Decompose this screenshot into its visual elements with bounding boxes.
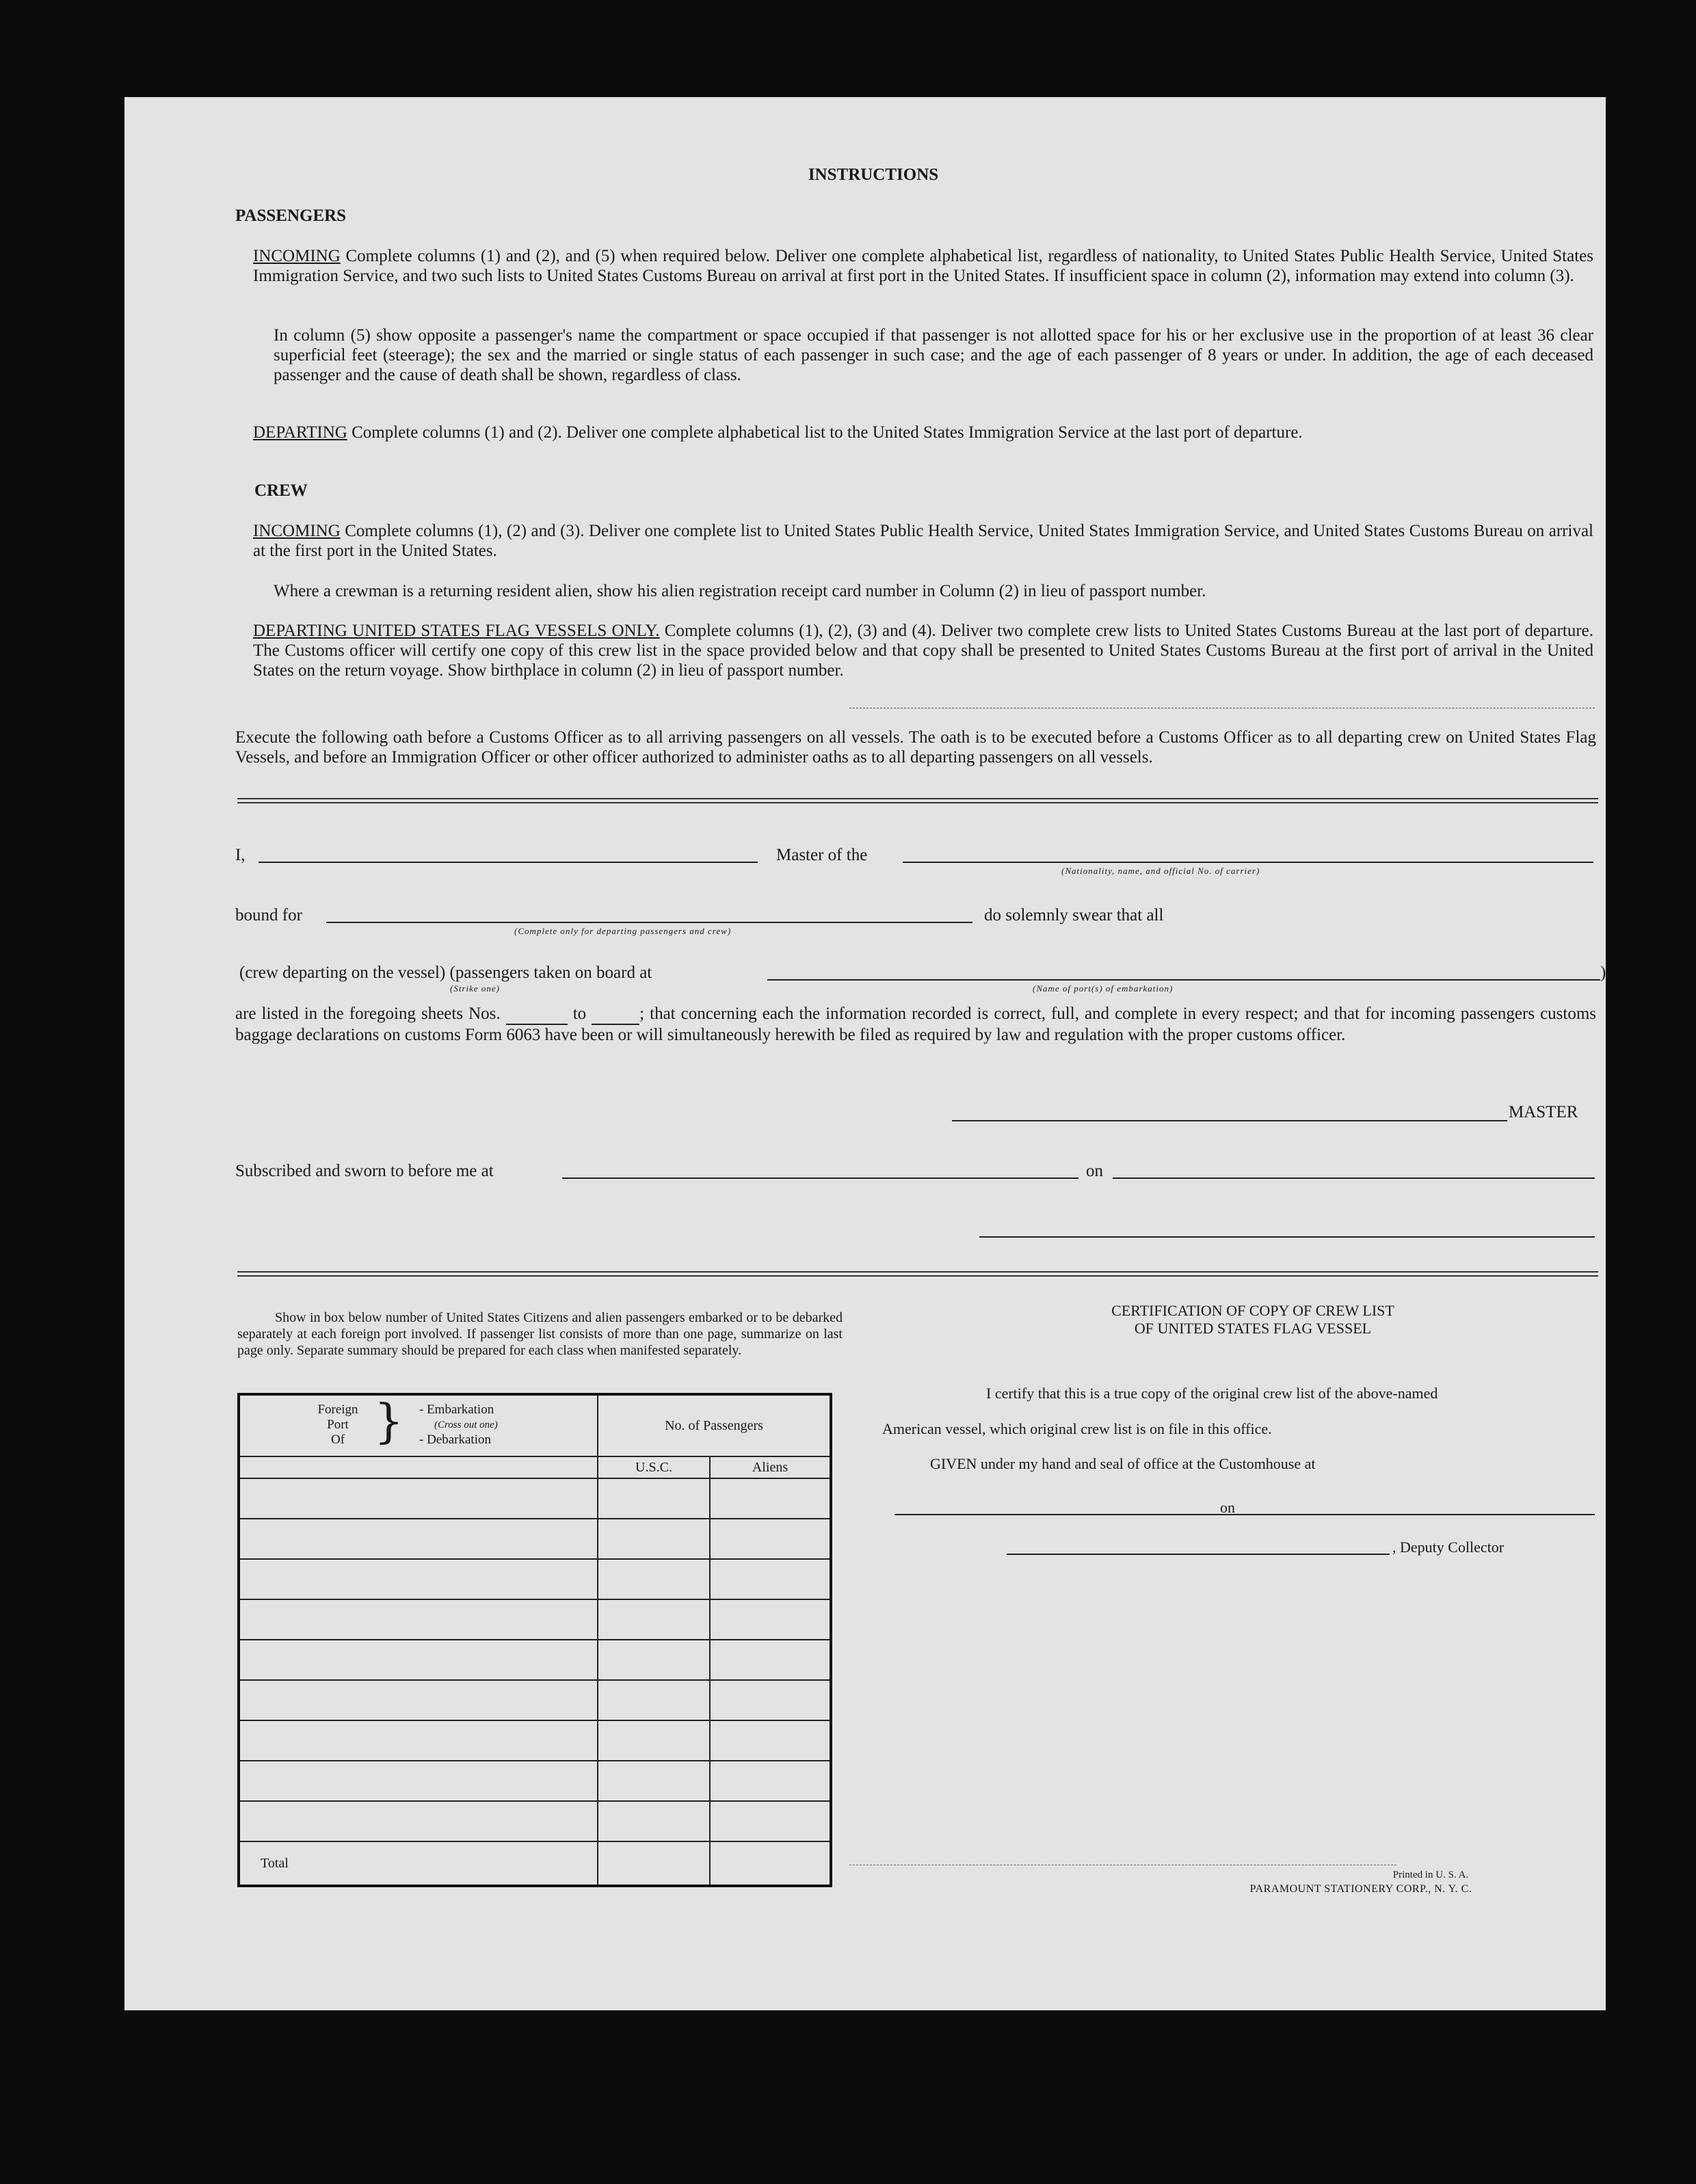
double-rule bbox=[237, 798, 1598, 803]
double-rule-2 bbox=[237, 1271, 1598, 1277]
cert-on-label: on bbox=[1220, 1499, 1235, 1516]
ports-field[interactable] bbox=[767, 979, 1600, 981]
deputy-collector-label: , Deputy Collector bbox=[1392, 1539, 1505, 1556]
aliens-cell[interactable] bbox=[710, 1801, 831, 1841]
crew-incoming bbox=[253, 521, 1593, 561]
certify-line2: American vessel, which original crew list is on file in this office. bbox=[882, 1420, 1272, 1437]
usc-cell[interactable] bbox=[598, 1720, 710, 1761]
brace-glyph: } bbox=[374, 1395, 404, 1449]
deputy-signature-field[interactable] bbox=[1007, 1554, 1390, 1555]
subscribed-on-label: on bbox=[1086, 1162, 1103, 1180]
cert-date-field[interactable] bbox=[1246, 1514, 1595, 1515]
passengers-departing bbox=[253, 423, 1593, 442]
of-word: Of bbox=[330, 1433, 345, 1447]
aliens-cell[interactable] bbox=[710, 1640, 831, 1680]
usc-cell[interactable] bbox=[598, 1559, 710, 1599]
foreign-port-header bbox=[239, 1394, 598, 1456]
certification-title bbox=[1013, 1302, 1492, 1337]
master-of-label: Master of the bbox=[776, 846, 868, 864]
crew-heading: CREW bbox=[254, 481, 308, 500]
port-subheader-cell bbox=[239, 1456, 598, 1478]
sheet-from-field[interactable] bbox=[506, 1004, 568, 1025]
usc-total-cell[interactable] bbox=[598, 1841, 710, 1886]
master-signature-field[interactable] bbox=[952, 1120, 1507, 1121]
form-sheet bbox=[124, 97, 1606, 2010]
given-line: GIVEN under my hand and seal of office at the Customhouse at bbox=[930, 1455, 1316, 1472]
subscribed-place-field[interactable] bbox=[562, 1177, 1078, 1179]
aliens-cell[interactable] bbox=[710, 1519, 831, 1559]
swear-label: do solemnly swear that all bbox=[984, 906, 1164, 924]
resident-alien-note: Where a crewman is a returning resident alien, show his alien registration receipt card number in Column (2) in lieu of passport number. bbox=[274, 582, 1206, 600]
oath-intro: Execute the following oath before a Customs Officer as to all arriving passengers on all vessels. The oath is to be executed before a Customs Officer as to all departing crew on United States Flag Vessels, and before an Immigration Officer or other officer authorized to administer oaths as to all departing passengers on all vessels. bbox=[235, 728, 1596, 767]
usc-cell[interactable] bbox=[598, 1599, 710, 1640]
subscribed-label: Subscribed and sworn to before me at bbox=[235, 1162, 494, 1180]
listed-to: to bbox=[572, 1004, 587, 1023]
aliens-cell[interactable] bbox=[710, 1478, 831, 1519]
aliens-cell[interactable] bbox=[710, 1720, 831, 1761]
table-row bbox=[239, 1478, 831, 1519]
port-cell[interactable] bbox=[239, 1720, 598, 1761]
carrier-caption: (Nationality, name, and official No. of carrier) bbox=[1061, 866, 1260, 876]
master-label: MASTER bbox=[1509, 1103, 1578, 1121]
column5-instructions: In column (5) show opposite a passenger's name the compartment or space occupied if that passenger is not allotted space for his or her exclusive use in the proportion of at least 36 clear superficial feet (steerage); the sex and the married or single status of each passenger in such case; and the age of each passenger of 8 years or under. In addition, the age of each deceased passenger and the cause of death shall be shown, regardless of class. bbox=[274, 326, 1593, 384]
table-row bbox=[239, 1599, 831, 1640]
port-cell[interactable] bbox=[239, 1559, 598, 1599]
officer-signature-field[interactable] bbox=[979, 1236, 1595, 1238]
aliens-cell[interactable] bbox=[710, 1680, 831, 1720]
port-cell[interactable] bbox=[239, 1801, 598, 1841]
close-paren: ) bbox=[1600, 963, 1606, 982]
strike-caption: (Strike one) bbox=[450, 983, 501, 994]
bound-for-field[interactable] bbox=[326, 922, 972, 923]
table-row bbox=[239, 1761, 831, 1801]
usc-cell[interactable] bbox=[598, 1478, 710, 1519]
summary-instructions: Show in box below number of United States Citizens and alien passengers embarked or to be debarked separately at each foreign port involved. If passenger list consists of more than one page, summarize on last page only. Separate summary should be prepared for each class when manifested separately. bbox=[237, 1310, 843, 1358]
aliens-cell[interactable] bbox=[710, 1599, 831, 1640]
listed-b: ; that concerning each the information recorded is correct, full, and complete in every respect; and that for incoming passengers customs baggage declarations on customs Form 6063 have been or will simultaneously herewith be filed as required by law and regulation with the proper customs officer. bbox=[235, 1004, 1597, 1044]
crew-incoming-label: INCOMING bbox=[253, 522, 341, 540]
carrier-field[interactable] bbox=[903, 862, 1593, 863]
passengers-heading: PASSENGERS bbox=[235, 207, 347, 225]
port-cell[interactable] bbox=[239, 1478, 598, 1519]
listed-a: are listed in the foregoing sheets Nos. bbox=[235, 1004, 501, 1023]
passengers-incoming bbox=[253, 246, 1593, 286]
oath-body bbox=[235, 1004, 1596, 1045]
subscribed-date-field[interactable] bbox=[1113, 1177, 1595, 1179]
table-row bbox=[239, 1559, 831, 1599]
total-label: Total bbox=[239, 1841, 598, 1886]
port-cell[interactable] bbox=[239, 1519, 598, 1559]
usc-cell[interactable] bbox=[598, 1640, 710, 1680]
embark-options bbox=[419, 1402, 498, 1448]
port-word: Port bbox=[327, 1417, 349, 1432]
port-cell[interactable] bbox=[239, 1680, 598, 1720]
table-row bbox=[239, 1519, 831, 1559]
master-name-field[interactable] bbox=[259, 862, 758, 863]
usc-cell[interactable] bbox=[598, 1519, 710, 1559]
cross-out-note: (Cross out one) bbox=[434, 1420, 498, 1430]
table-row-total bbox=[239, 1841, 831, 1886]
crew-departing-text: Complete columns (1), (2), (3) and (4). Deliver two complete crew lists to United States Customs Bureau at the last port of departure. The Customs officer will certify one copy of this crew list in the space provided below and that copy shall be presented to United States Customs Bureau at the first port of arrival in the United States on the return voyage. Show birthplace in column (2) in lieu of passport number. bbox=[253, 622, 1594, 680]
no-passengers-header: No. of Passengers bbox=[598, 1394, 831, 1456]
crew-incoming-text: Complete columns (1), (2) and (3). Deliver one complete list to United States Public Health Service, United States Immigration Service, and United States Customs Bureau on arrival at the first port in the United States. bbox=[253, 522, 1593, 560]
aliens-cell[interactable] bbox=[710, 1761, 831, 1801]
certify-line1: I certify that this is a true copy of the original crew list of the above-named bbox=[986, 1385, 1438, 1402]
usc-cell[interactable] bbox=[598, 1761, 710, 1801]
aliens-header: Aliens bbox=[710, 1456, 831, 1478]
departing-label: DEPARTING bbox=[253, 423, 347, 442]
page-title: INSTRUCTIONS bbox=[808, 165, 939, 184]
usc-cell[interactable] bbox=[598, 1680, 710, 1720]
aliens-cell[interactable] bbox=[710, 1559, 831, 1599]
printer-name: PARAMOUNT STATIONERY CORP., N. Y. C. bbox=[1249, 1883, 1472, 1895]
passenger-summary-table bbox=[237, 1393, 832, 1887]
usc-cell[interactable] bbox=[598, 1801, 710, 1841]
table-row bbox=[239, 1640, 831, 1680]
crew-departing-oath: (crew departing on the vessel) (passengers taken on board at bbox=[239, 963, 652, 982]
customhouse-field[interactable] bbox=[895, 1514, 1250, 1515]
port-cell[interactable] bbox=[239, 1761, 598, 1801]
cert-title-line1: CERTIFICATION OF COPY OF CREW LIST bbox=[1111, 1302, 1394, 1319]
foreign-port-label bbox=[314, 1402, 362, 1448]
foreign-word: Foreign bbox=[317, 1402, 358, 1417]
port-cell[interactable] bbox=[239, 1640, 598, 1680]
oath-i-label: I, bbox=[235, 846, 246, 864]
crew-departing-label: DEPARTING UNITED STATES FLAG VESSELS ONLY. bbox=[253, 622, 660, 640]
table-row bbox=[239, 1720, 831, 1761]
departing-text: Complete columns (1) and (2). Deliver one complete alphabetical list to the United States Immigration Service at the last port of departure. bbox=[352, 423, 1303, 442]
sheet-to-field[interactable] bbox=[592, 1004, 639, 1025]
incoming-label: INCOMING bbox=[253, 247, 341, 265]
cert-title-line2: OF UNITED STATES FLAG VESSEL bbox=[1134, 1320, 1372, 1337]
usc-header: U.S.C. bbox=[598, 1456, 710, 1478]
bound-for-caption: (Complete only for departing passengers and crew) bbox=[514, 926, 732, 936]
table-row bbox=[239, 1801, 831, 1841]
embarkation-option[interactable]: - Embarkation bbox=[419, 1402, 494, 1417]
incoming-text: Complete columns (1) and (2), and (5) when required below. Deliver one complete alphabetical list, regardless of nationality, to United States Public Health Service, United States Immigration Service, and two such lists to United States Customs Bureau on arrival at first port in the United States. If insufficient space in column (2), information may extend into column (3). bbox=[253, 247, 1593, 285]
printed-in-usa: Printed in U. S. A. bbox=[1392, 1869, 1469, 1880]
debarkation-option[interactable]: - Debarkation bbox=[419, 1433, 491, 1447]
aliens-total-cell[interactable] bbox=[710, 1841, 831, 1886]
bound-for-label: bound for bbox=[235, 906, 302, 924]
crew-departing bbox=[253, 621, 1593, 680]
port-cell[interactable] bbox=[239, 1599, 598, 1640]
table-row bbox=[239, 1680, 831, 1720]
ports-caption: (Name of port(s) of embarkation) bbox=[1033, 983, 1174, 994]
